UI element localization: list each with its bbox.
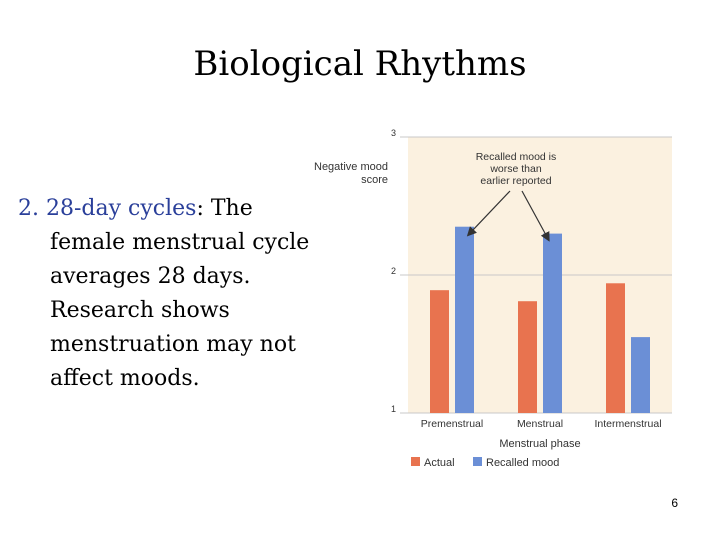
y-tick-label: 1 [390,404,396,414]
annotation-line-2: worse than [490,163,542,175]
legend-label-recalled: Recalled mood [486,457,560,469]
y-tick-label: 2 [390,266,396,276]
x-category-label: Premenstrual [420,418,484,430]
bullet-first-word: The [203,196,253,221]
legend [411,457,559,469]
annotation-line-1: Recalled mood is [475,151,557,163]
legend-swatch-actual [411,457,420,466]
y-axis-label-line2: score [361,174,388,186]
x-category-label: Menstrual [516,418,564,430]
bar-actual-menstrual [518,301,537,413]
mood-chart [300,125,680,475]
y-tick-label: 3 [390,128,396,138]
page-number: 6 [671,496,678,510]
slide-title: Biological Rhythms [193,44,527,84]
bar-actual-premenstrual [430,290,449,413]
x-axis-label: Menstrual phase [499,438,581,450]
legend-label-actual: Actual [424,457,455,469]
x-category-label: Intermenstrual [594,418,662,430]
bar-actual-intermenstrual [606,283,625,413]
annotation-line-3: earlier reported [480,175,552,187]
bullet-lead: 2. 28-day cycles [18,196,197,221]
y-axis-label-line1: Negative mood [314,161,388,173]
bar-recalled-mood-menstrual [543,234,562,413]
legend-swatch-recalled [473,457,482,466]
bar-recalled-mood-premenstrual [455,227,474,413]
bullet-colon: : [196,196,204,221]
bullet-rest: female menstrual cycle averages 28 days. Research shows menstruation may not affect moods. [50,230,310,391]
bar-recalled-mood-intermenstrual [631,337,650,413]
bullet-text [18,192,318,396]
